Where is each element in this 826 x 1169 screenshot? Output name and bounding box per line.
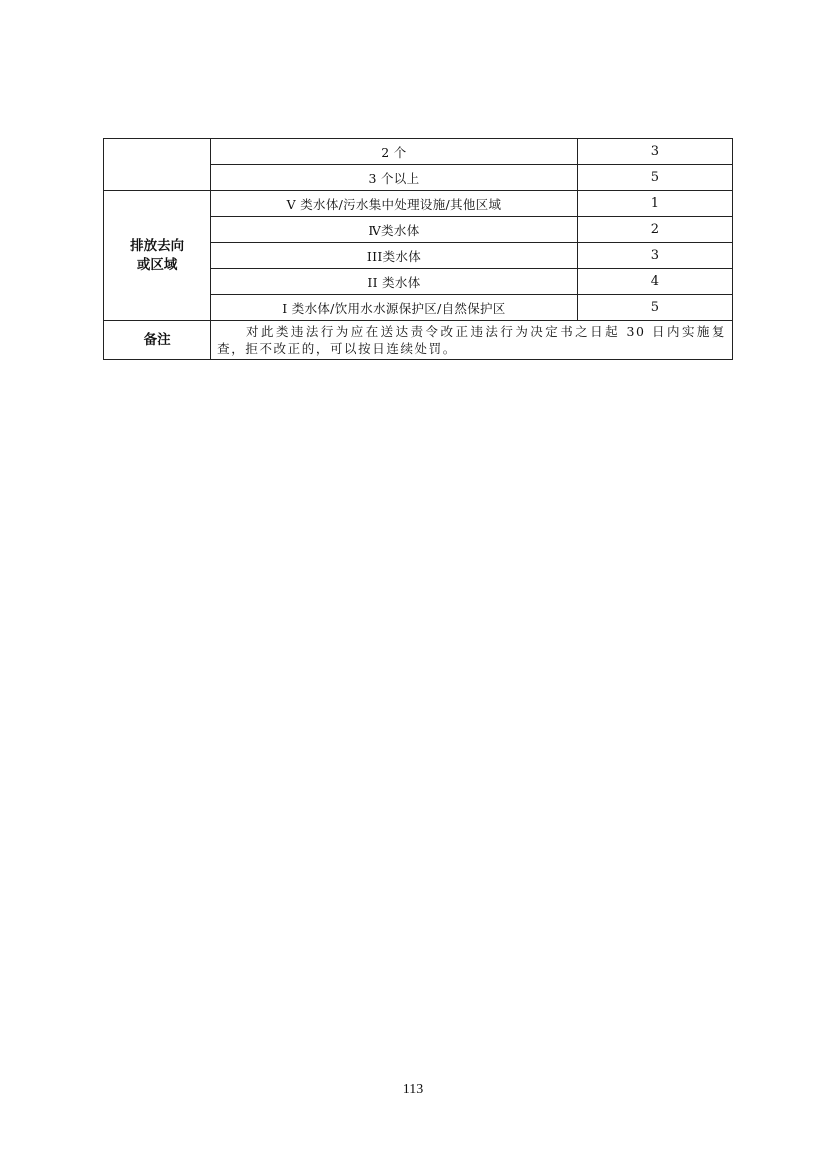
row-description: II 类水体 — [211, 269, 578, 295]
row-score: 3 — [577, 243, 732, 269]
row-score: 3 — [577, 139, 732, 165]
row-score: 5 — [577, 295, 732, 321]
row-description: Ⅳ类水体 — [211, 217, 578, 243]
category-label-line1: 排放去向 — [130, 237, 185, 254]
category-cell-empty — [104, 139, 211, 191]
scoring-table — [103, 138, 733, 360]
remark-row — [104, 321, 733, 360]
remark-text — [211, 321, 733, 360]
category-label-line2: 或区域 — [136, 256, 178, 273]
category-cell-discharge — [104, 191, 211, 321]
row-description: V 类水体/污水集中处理设施/其他区域 — [211, 191, 578, 217]
remark-label: 备注 — [104, 321, 211, 360]
row-score: 2 — [577, 217, 732, 243]
row-score: 5 — [577, 165, 732, 191]
remark-text-content: 对此类违法行为应在送达责令改正违法行为决定书之日起 30 日内实施复查，拒不改正的，可以按日连续处罚。 — [217, 324, 726, 356]
table-row — [104, 191, 733, 217]
row-description: I 类水体/饮用水水源保护区/自然保护区 — [211, 295, 578, 321]
row-score: 4 — [577, 269, 732, 295]
row-description: III类水体 — [211, 243, 578, 269]
page-number: 113 — [402, 1082, 424, 1097]
table-row — [104, 139, 733, 165]
row-description: 2 个 — [211, 139, 578, 165]
row-score: 1 — [577, 191, 732, 217]
row-description: 3 个以上 — [211, 165, 578, 191]
